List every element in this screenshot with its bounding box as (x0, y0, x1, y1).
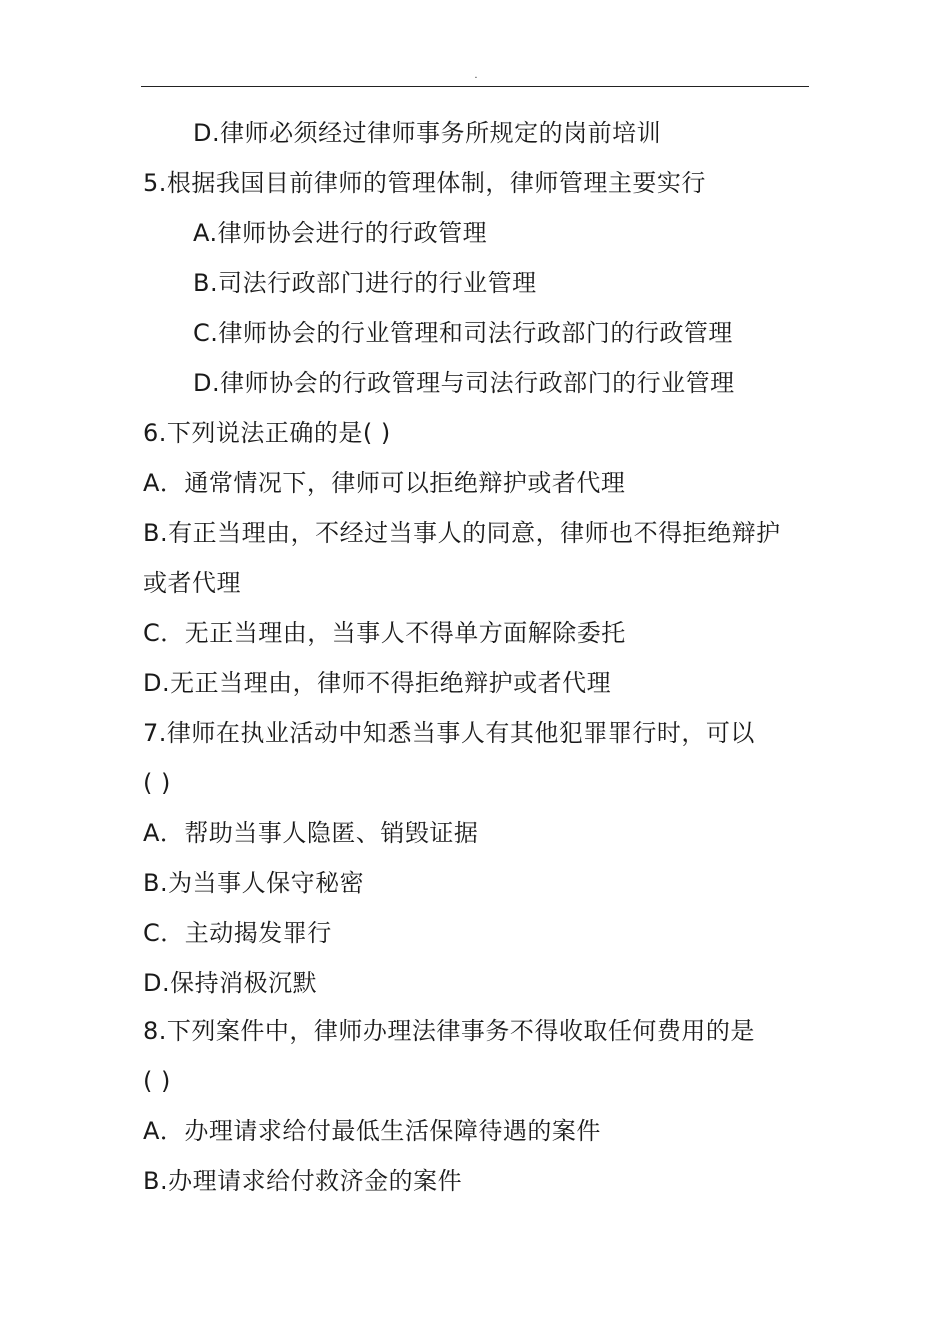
q7-answer-blank: ( ) (143, 769, 171, 797)
q5-question: 5.根据我国目前律师的管理体制，律师管理主要实行 (143, 169, 706, 197)
header-mark: . (474, 70, 478, 81)
q8-answer-blank: ( ) (143, 1067, 171, 1095)
q8-option-a: A．办理请求给付最低生活保障待遇的案件 (143, 1117, 601, 1145)
q5-option-d: D.律师协会的行政管理与司法行政部门的行业管理 (193, 369, 735, 397)
q7-option-a: A．帮助当事人隐匿、销毁证据 (143, 819, 479, 847)
q7-question: 7.律师在执业活动中知悉当事人有其他犯罪罪行时，可以 (143, 719, 755, 747)
q5-option-b: B.司法行政部门进行的行业管理 (193, 269, 537, 297)
q6-option-a: A．通常情况下，律师可以拒绝辩护或者代理 (143, 469, 626, 497)
q7-option-d: D.保持消极沉默 (143, 969, 318, 997)
q5-option-c: C.律师协会的行业管理和司法行政部门的行政管理 (193, 319, 733, 347)
q7-option-c: C．主动揭发罪行 (143, 919, 332, 947)
q6-option-c: C．无正当理由，当事人不得单方面解除委托 (143, 619, 626, 647)
q4-option-d: D.律师必须经过律师事务所规定的岗前培训 (193, 119, 662, 147)
q8-question: 8.下列案件中，律师办理法律事务不得收取任何费用的是 (143, 1017, 755, 1045)
header-rule (141, 86, 809, 87)
q6-option-b: B.有正当理由，不经过当事人的同意，律师也不得拒绝辩护 (143, 519, 781, 547)
q7-option-b: B.为当事人保守秘密 (143, 869, 365, 897)
q6-option-d: D.无正当理由，律师不得拒绝辩护或者代理 (143, 669, 612, 697)
q6-question: 6.下列说法正确的是( ) (143, 419, 391, 447)
q8-option-b: B.办理请求给付救济金的案件 (143, 1167, 463, 1195)
q5-option-a: A.律师协会进行的行政管理 (193, 219, 488, 247)
q6-option-b-continued: 或者代理 (143, 569, 241, 597)
